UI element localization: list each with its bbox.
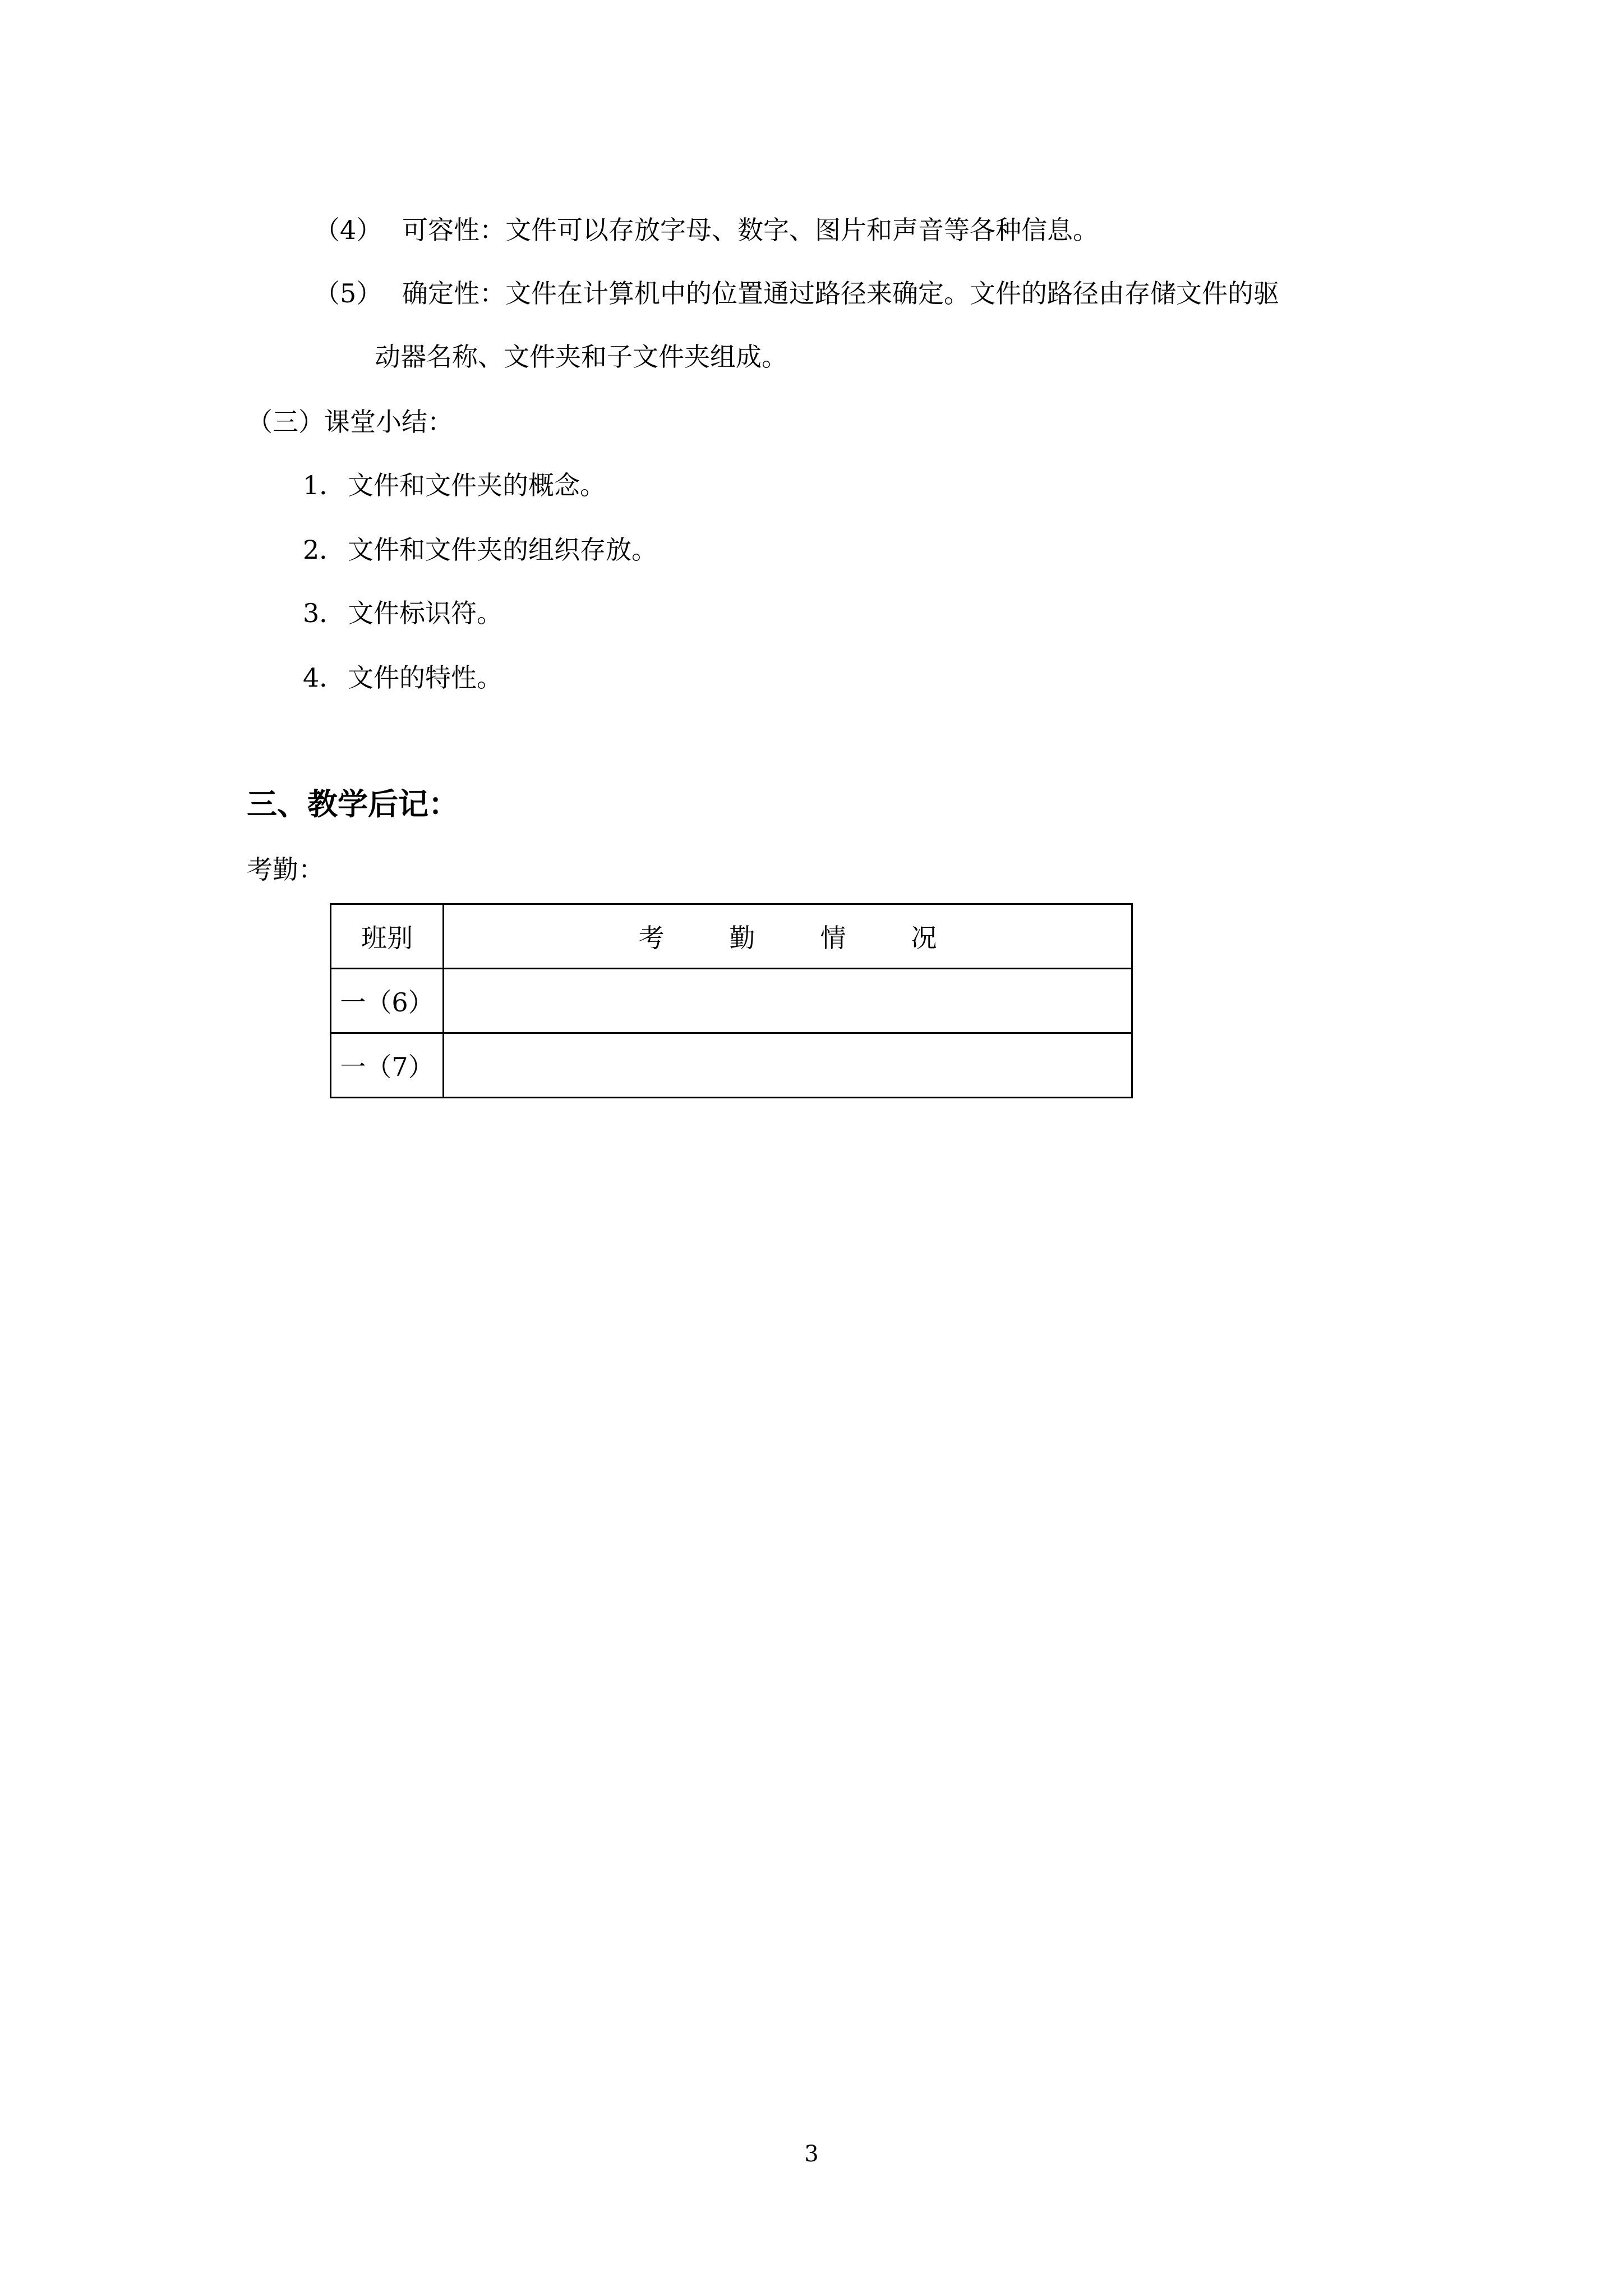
class-cell: 一（6） [331, 969, 444, 1033]
status-header-char-2: 勤 [729, 923, 755, 953]
table-row [331, 969, 1132, 1033]
item-5-continuation: 动器名称、文件夹和子文件夹组成。 [375, 342, 787, 372]
class-column-header: 班别 [331, 904, 444, 969]
summary-title: （三）课堂小结： [247, 407, 453, 437]
summary-point-4-number: 4． [303, 662, 345, 693]
summary-point-2-text: 文件和文件夹的组织存放。 [348, 535, 657, 565]
item-5-text: 确定性：文件在计算机中的位置通过路径来确定。文件的路径由存储文件的驱 [402, 278, 1279, 309]
table-row [331, 1033, 1132, 1098]
page-number: 3 [804, 2141, 819, 2167]
status-header-char-1: 考 [638, 923, 665, 953]
summary-point-2-number: 2． [303, 535, 345, 565]
class-cell: 一（7） [331, 1033, 444, 1098]
postscript-heading: 三、教学后记： [247, 786, 459, 822]
attendance-status-cell[interactable] [444, 969, 1132, 1033]
item-4-text: 可容性：文件可以存放字母、数字、图片和声音等各种信息。 [402, 215, 1099, 245]
attendance-label: 考勤： [247, 854, 324, 885]
summary-point-4-text: 文件的特性。 [348, 662, 502, 693]
summary-point-1-number: 1． [303, 470, 345, 500]
status-header-char-4: 况 [911, 923, 937, 953]
summary-point-3-number: 3． [303, 598, 345, 628]
item-4-number: （4） [314, 215, 382, 245]
summary-point-1-text: 文件和文件夹的概念。 [348, 470, 606, 500]
status-header-char-3: 情 [820, 923, 846, 953]
summary-point-3-text: 文件标识符。 [348, 598, 502, 628]
attendance-header-row [331, 904, 1132, 969]
attendance-table [330, 903, 1133, 1098]
attendance-status-header [444, 904, 1132, 969]
attendance-status-cell[interactable] [444, 1033, 1132, 1098]
item-5-number: （5） [314, 278, 382, 309]
